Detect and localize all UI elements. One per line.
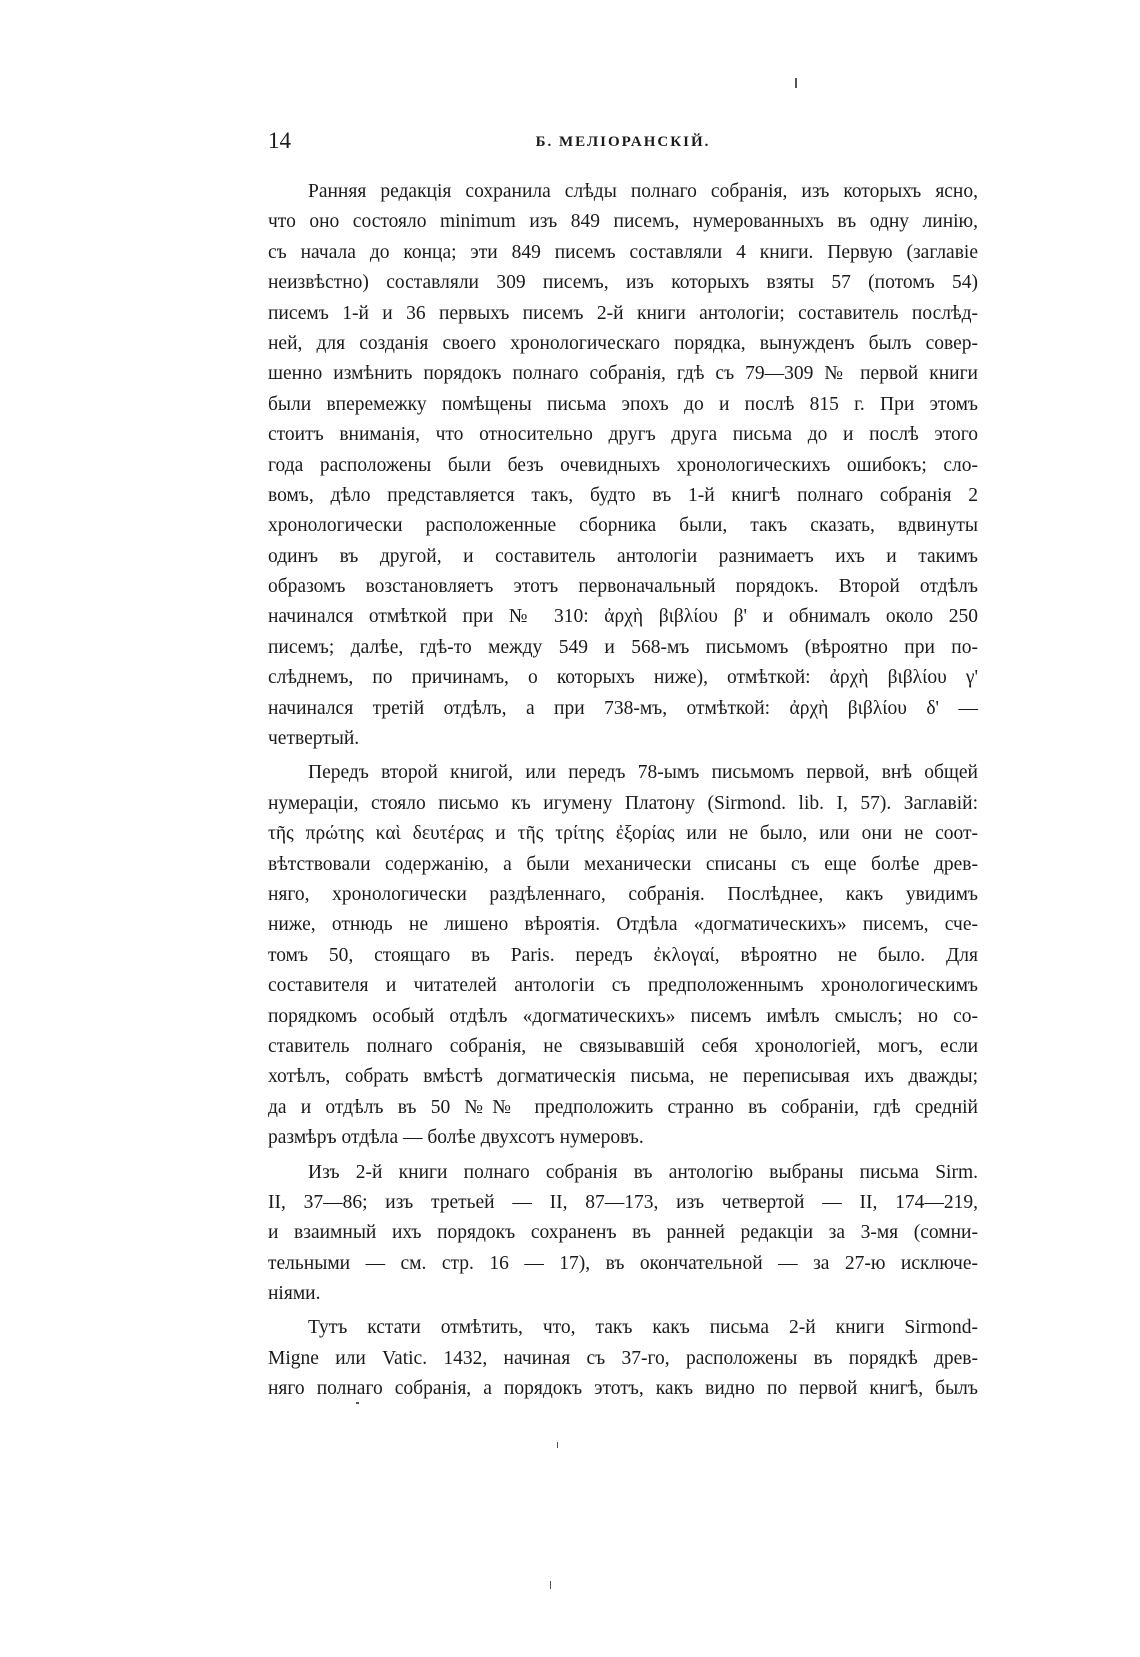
text-line: Тутъ кстати отмѣтить, что, такъ какъ письма 2-й книги Sirmond- [308,1317,978,1339]
text-line: и взаимный ихъ порядокъ сохраненъ въ ранней редакціи за 3-мя (сомни- [268,1222,978,1244]
text-line: начинался отмѣткой при № 310: ἀρχὴ βιβλίου β' и обнималъ около 250 [268,606,978,628]
scan-speck [795,78,797,88]
text-line: шенно измѣнить порядокъ полнаго собранія, гдѣ съ 79—309 № первой книги [268,363,978,385]
text-line: Migne или Vatic. 1432, начиная съ 37-го, расположены въ порядкѣ древ- [268,1347,978,1369]
text-line: хотѣлъ, собрать вмѣстѣ догматическія письма, не переписывая ихъ дважды; [268,1066,978,1088]
text-line: тельными — см. стр. 16 — 17), въ окончательной — за 27-ю исключе- [268,1252,978,1274]
text-line: четвертый. [268,728,360,750]
running-head [268,126,978,156]
text-line: слѣднемъ, по причинамъ, о которыхъ ниже), отмѣткой: ἀρχὴ βιβλίου γ' [268,667,978,689]
page-number: 14 [268,128,291,153]
text-line: да и отдѣлъ въ 50 №№ предположить странно въ собраніи, гдѣ средній [268,1096,978,1118]
text-line: няго полнаго собранія, а порядокъ этотъ, какъ видно по первой книгѣ, былъ [268,1378,978,1400]
text-line: томъ 50, стоящаго въ Paris. передъ ἐκλογαί, вѣроятно не было. Для [268,944,978,966]
text-line: Ранняя редакція сохранила слѣды полнаго собранія, изъ которыхъ ясно, [308,181,978,202]
text-line: образомъ возстановляетъ этотъ первоначальный порядокъ. Второй отдѣлъ [268,576,978,598]
text-line: писемъ 1-й и 36 первыхъ писемъ 2-й книги антологіи; составитель послѣд- [268,302,978,324]
text-line: Изъ 2-й книги полнаго собранія въ антологію выбраны письма Sirm. [308,1161,978,1183]
text-line: Передъ второй книгой, или передъ 78-ымъ письмомъ первой, внѣ общей [308,762,978,784]
text-line: ней, для созданія своего хронологическаго порядка, вынужденъ былъ совер- [268,332,978,354]
text-line: нумераціи, стояло письмо къ игумену Платону (Sirmond. lib. I, 57). Заглавій: [268,792,978,814]
text-line: были вперемежку помѣщены письма эпохъ до и послѣ 815 г. При этомъ [268,393,978,415]
scan-speck [557,1442,558,1448]
text-line: одинъ въ другой, и составитель антологіи разнимаетъ ихъ и такимъ [268,545,978,567]
text-line: II, 37—86; изъ третьей — II, 87—173, изъ четвертой — II, 174—219, [268,1191,978,1213]
text-line: вѣтствовали содержанію, а были механически списаны съ еще болѣе древ- [268,853,978,875]
scan-speck [356,1402,359,1404]
paragraph-4 [268,1313,978,1404]
text-line: что оно состояло minimum изъ 849 писемъ, нумерованныхъ въ одну линію, [268,211,978,233]
text-line: начинался третій отдѣлъ, а при 738-мъ, отмѣткой: ἀρχὴ βιβλίου δ' — [268,697,978,719]
text-line: ниже, отнюдь не лишено вѣроятія. Отдѣла «догматическихъ» писемъ, сче- [268,914,978,936]
text-line: писемъ; далѣе, гдѣ-то между 549 и 568-мъ письмомъ (вѣроятно при по- [268,636,978,658]
text-line: года расположены были безъ очевидныхъ хронологическихъ ошибокъ; сло- [268,454,978,476]
text-line: съ начала до конца; эти 849 писемъ составляли 4 книги. Первую (заглавіе [268,241,978,263]
text-line: ніями. [268,1283,321,1305]
text-line: неизвѣстно) составляли 309 писемъ, изъ которыхъ взяты 57 (потомъ 54) [268,272,978,294]
text-line: размѣръ отдѣла — болѣе двухсотъ нумеровъ. [268,1127,644,1149]
text-line: вомъ, дѣло представляется такъ, будто въ 1-й книгѣ полнаго собранія 2 [268,484,978,506]
text-line: τῆς πρώτης καὶ δευτέρας и τῆς τρίτης ἐξορίας или не было, или они не соот- [268,823,978,845]
text-line: хронологически расположенные сборника были, такъ сказать, вдвинуты [268,515,978,537]
text-line: порядкомъ особый отдѣлъ «догматическихъ» писемъ имѣлъ смыслъ; но со- [268,1005,978,1027]
text-line: составителя и читателей антологіи съ предположеннымъ хронологическимъ [268,975,978,997]
paragraph-3 [268,1158,978,1310]
text-line: няго, хронологически раздѣленнаго, собранія. Послѣднее, какъ увидимъ [268,883,978,905]
body-text [268,177,978,1405]
scan-speck [550,1581,551,1589]
paragraph-2 [268,758,978,1153]
text-line: стоитъ вниманія, что относительно другъ друга письма до и послѣ этого [268,424,978,446]
text-line: ставитель полнаго собранія, не связывавшій себя хронологіей, могъ, если [268,1035,978,1057]
running-title-author: Б. МЕЛІОРАНСКІЙ. [535,134,711,150]
paragraph-1 [268,177,978,754]
